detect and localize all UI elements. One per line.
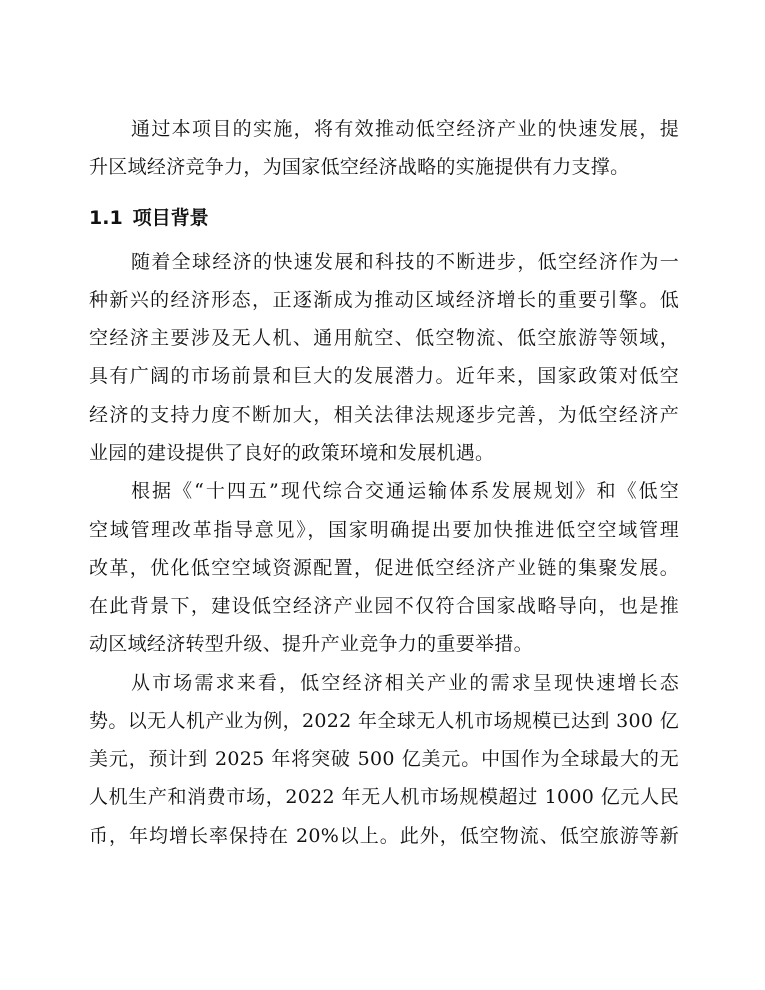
paragraph3-line-5: 币，年均增长率保持在 20%以上。此外，低空物流、低空旅游等新 — [89, 825, 679, 847]
paragraph1-line-4: 具有广阔的市场前景和巨大的发展潜力。近年来，国家政策对低空 — [89, 365, 679, 387]
paragraph3-line-3: 美元，预计到 2025 年将突破 500 亿美元。中国作为全球最大的无 — [89, 748, 679, 770]
paragraph2-line-3: 改革，优化低空空域资源配置，促进低空经济产业链的集聚发展。 — [89, 557, 679, 579]
paragraph2-line-4: 在此背景下，建设低空经济产业园不仅符合国家战略导向，也是推 — [89, 595, 679, 617]
paragraph3-line-2: 势。以无人机产业为例，2022 年全球无人机市场规模已达到 300 亿 — [89, 710, 679, 732]
paragraph1-line-5: 经济的支持力度不断加大，相关法律法规逐步完善，为低空经济产 — [89, 404, 679, 426]
paragraph3-line-1: 从市场需求来看，低空经济相关产业的需求呈现快速增长态 — [131, 672, 679, 694]
paragraph2-line-5: 动区域经济转型升级、提升产业竞争力的重要举措。 — [89, 633, 533, 655]
section-heading — [89, 206, 209, 230]
paragraph2-line-2: 空域管理改革指导意见》，国家明确提出要加快推进低空空域管理 — [89, 519, 679, 541]
section-number: 1.1 — [89, 207, 123, 229]
paragraph1-line-3: 空经济主要涉及无人机、通用航空、低空物流、低空旅游等领域， — [89, 327, 679, 349]
intro-line-2: 升区域经济竞争力，为国家低空经济战略的实施提供有力支撑。 — [89, 156, 630, 178]
paragraph1-line-6: 业园的建设提供了良好的政策环境和发展机遇。 — [89, 442, 495, 464]
paragraph1-line-1: 随着全球经济的快速发展和科技的不断进步，低空经济作为一 — [131, 251, 679, 273]
paragraph3-line-4: 人机生产和消费市场，2022 年无人机市场规模超过 1000 亿元人民 — [89, 786, 679, 808]
intro-line-1: 通过本项目的实施，将有效推动低空经济产业的快速发展，提 — [131, 118, 679, 140]
section-title: 项目背景 — [132, 207, 209, 229]
paragraph1-line-2: 种新兴的经济形态，正逐渐成为推动区域经济增长的重要引擎。低 — [89, 289, 679, 311]
paragraph2-line-1: 根据《“十四五”现代综合交通运输体系发展规划》和《低空 — [131, 480, 679, 502]
